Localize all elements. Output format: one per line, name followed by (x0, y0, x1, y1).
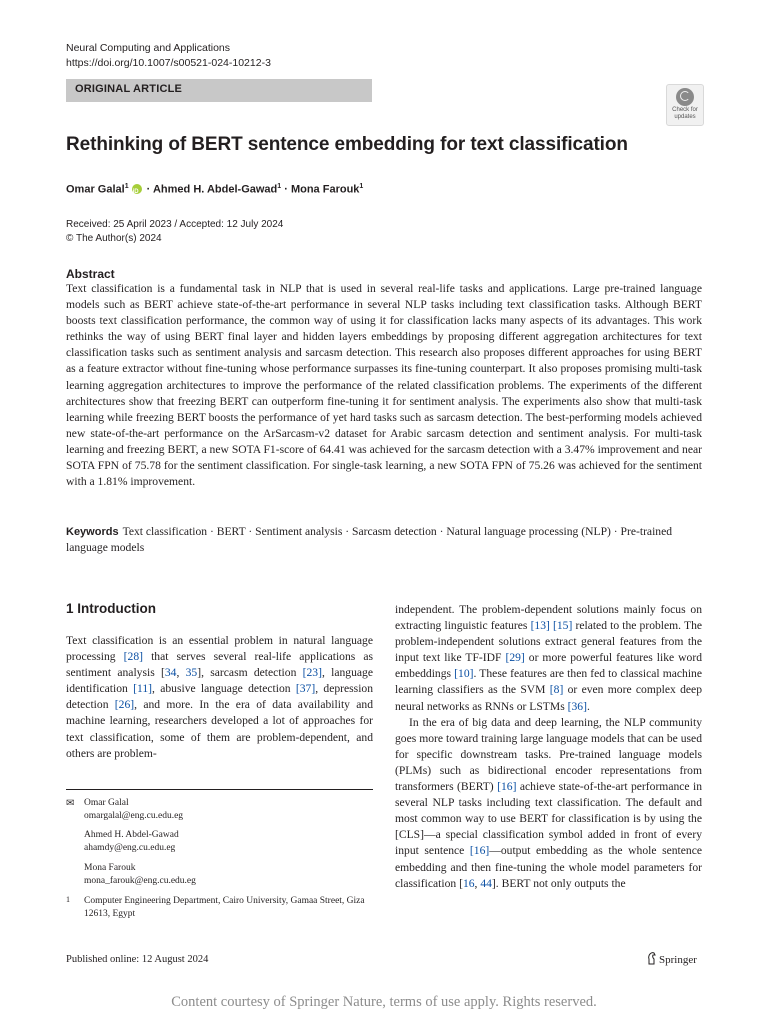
article-type-label: ORIGINAL ARTICLE (75, 83, 183, 95)
citation-link[interactable]: [11] (133, 682, 153, 696)
citation-link[interactable]: [37] (295, 682, 316, 696)
publisher-name: Springer (659, 954, 697, 966)
citation-link[interactable]: [16] (497, 780, 517, 794)
affiliation-text: Computer Engineering Department, Cairo University, Gamaa Street, Giza 12613, Egypt (84, 896, 365, 919)
publisher-logo (646, 952, 697, 966)
doi-link[interactable]: https://doi.org/10.1007/s00521-024-10212-3 (66, 57, 271, 69)
coauthor (66, 829, 373, 854)
author-name[interactable]: Omar Galal (66, 183, 125, 196)
footnote-author-name: Mona Farouk (84, 862, 136, 873)
author-affiliation: 1 (277, 183, 282, 190)
text-run: —output embedding as the whole sentence embedding and then fine-tuning the whole model parameters for classification [ (395, 844, 702, 890)
text-run: or more powerful features like word embeddings (395, 651, 702, 681)
author-footnotes (66, 797, 373, 921)
intro-column-left (66, 633, 373, 762)
author-name[interactable]: Ahmed H. Abdel-Gawad (152, 183, 278, 196)
orcid-icon[interactable] (132, 184, 142, 194)
footnote-author-name: Ahmed H. Abdel-Gawad (84, 830, 179, 841)
affiliation (66, 895, 373, 920)
abstract-heading: Abstract (66, 267, 115, 281)
courtesy-notice: Content courtesy of Springer Nature, terms of use apply. Rights reserved. (171, 994, 597, 1010)
text-run: In the era of big data and deep learning, the NLP community goes more toward training large language models that can be used for specific downstream tasks. Pre-trained language models (PLMs) such as bidirectional encoder representations from transformers (BERT) (395, 715, 702, 794)
keywords-text: Text classification · BERT · Sentiment analysis · Sarcasm detection · Natural language processing (NLP) · Pre-trained language models (66, 525, 673, 555)
text-run: , (176, 666, 186, 680)
check-updates-disc (676, 88, 694, 106)
citation-link[interactable]: 16 (462, 876, 475, 890)
citation-link[interactable]: [28] (123, 650, 143, 664)
citation-link[interactable]: [10] (454, 667, 474, 681)
author-affiliation: 1 (124, 183, 129, 190)
section-heading-introduction: 1 Introduction (66, 601, 156, 616)
check-updates-label: Check for updates (672, 107, 698, 120)
text-run: achieve state-of-the-art performance in several NLP tasks including text classification. The default and most common way to use BERT for classification is by using the [CLS]—a special classification symbol added in front of every input sentence (395, 780, 703, 858)
author-affiliation: 1 (359, 183, 364, 190)
text-run: ], sarcasm detection (197, 666, 303, 680)
paragraph (66, 633, 373, 762)
citation-link[interactable]: [36] (567, 699, 587, 713)
text-run: Text classification is an essential problem in natural language processing (66, 634, 373, 664)
article-dates (66, 218, 283, 246)
citation-link[interactable]: [26] (114, 698, 135, 712)
text-run: , and more. In the era of data availability and machine learning, researchers developed a lot of approaches for text classification, some of them are problem-dependent, and others are problem- (66, 698, 374, 760)
footnote-author-email[interactable]: omargalal@eng.cu.edu.eg (84, 810, 184, 821)
footnote-author-email[interactable]: mona_farouk@eng.cu.edu.eg (84, 875, 196, 886)
intro-column-right (395, 602, 702, 892)
text-run: , language identification (66, 666, 373, 696)
paragraph (395, 602, 702, 715)
citation-link[interactable]: [16] (469, 844, 490, 858)
author-name[interactable]: Mona Farouk (290, 183, 360, 196)
text-run: . (586, 699, 590, 713)
footnote-author-name: Omar Galal (84, 798, 129, 808)
citation-link[interactable]: 44 (480, 876, 492, 890)
citation-link[interactable]: [13] (530, 619, 550, 633)
text-run: independent. The problem-dependent solutions mainly focus on extracting linguistic features (395, 603, 702, 633)
footnote-divider (66, 789, 373, 790)
paper-title: Rethinking of BERT sentence embedding for text classification (66, 134, 628, 155)
text-run: , abusive language detection (152, 682, 296, 696)
keywords-label: Keywords (66, 526, 119, 538)
footnote-author-email[interactable]: ahamdy@eng.cu.edu.eg (84, 843, 176, 854)
citation-link[interactable]: [8] (549, 683, 564, 697)
abstract-text: Text classification is a fundamental task in NLP that is used in several real-life tasks and applications. Large pre-trained language models such as BERT achieve state-of-the-art performance in several NLP tasks including text classification tasks. Although BERT boosts text classification performance, the common way of using it for classification lacks many aspects of its advantages. This work rethinks the way of using BERT final layer and hidden layers embeddings by proposing different aggregation architectures for text classification tasks such as sentiment analysis and sarcasm detection. This research also proposes different approaches for using BERT as a feature extractor without fine-tuning whose performance surpasses its fine-tuning counterpart. It also proposes promising multi-task learning aggregation architectures to improve the performance of the related classification problems. The experiments of the different architectures show that freezing BERT can outperform fine-tuning it for sentiment analysis. The experiments also show that multi-task learning while freezing BERT boosts the performance of yet hard tasks such as sarcasm detection. The best-performing models achieved new state-of-the-art performance on the ArSarcasm-v2 dataset for Arabic sarcasm detection and sentiment analysis. For multi-task learning and freezing BERT, a new SOTA F1-score of 64.41 was achieved for the sarcasm detection with a 3.47% improvement and near SOTA FPN of 75.78 for the sentiment classification. For single-task learning, a new SOTA FPN of 75.26 was achieved for the sentiment with a 1.81% improvement. (66, 282, 702, 489)
affiliation-number: 1 (66, 895, 70, 905)
journal-name: Neural Computing and Applications (66, 42, 231, 54)
text-run: . These features are then fed to classical machine learning classifiers as the SVM (395, 667, 702, 697)
envelope-icon: ✉ (66, 798, 75, 809)
coauthor (66, 862, 373, 887)
text-run: related to the problem. The problem-independent solutions extract general features from the input text like TF-IDF (395, 619, 703, 665)
article-type-bar (66, 79, 372, 102)
received-accepted: Received: 25 April 2023 / Accepted: 12 July 2024 (66, 219, 284, 230)
author-list: Omar Galal$^1$iD · Ahmed H. Abdel-Gawad$^1$ · Mona Farouk$^1$ (66, 179, 363, 198)
citation-link[interactable]: [15] (553, 619, 573, 633)
keywords (66, 524, 702, 556)
corresponding-author (66, 797, 373, 822)
journal-header (66, 41, 271, 71)
text-run: that serves several real-life applications as sentiment analysis [ (66, 650, 373, 680)
text-run: , (474, 876, 481, 890)
citation-link[interactable]: [23] (302, 666, 322, 680)
check-for-updates-icon[interactable] (666, 84, 704, 126)
text-run: ]. BERT not only outputs the (491, 876, 626, 890)
text-run: or even more complex deep neural networks as RNNs or LSTMs (395, 683, 702, 713)
published-online: Published online: 12 August 2024 (66, 954, 209, 965)
citation-link[interactable]: 35 (185, 666, 198, 680)
paragraph (395, 715, 702, 892)
text-run: , depression detection (66, 682, 374, 712)
citation-link[interactable]: 34 (164, 666, 177, 680)
copyright-line: © The Author(s) 2024 (66, 233, 162, 244)
citation-link[interactable]: [29] (505, 651, 525, 665)
springer-horse-icon (646, 952, 657, 965)
